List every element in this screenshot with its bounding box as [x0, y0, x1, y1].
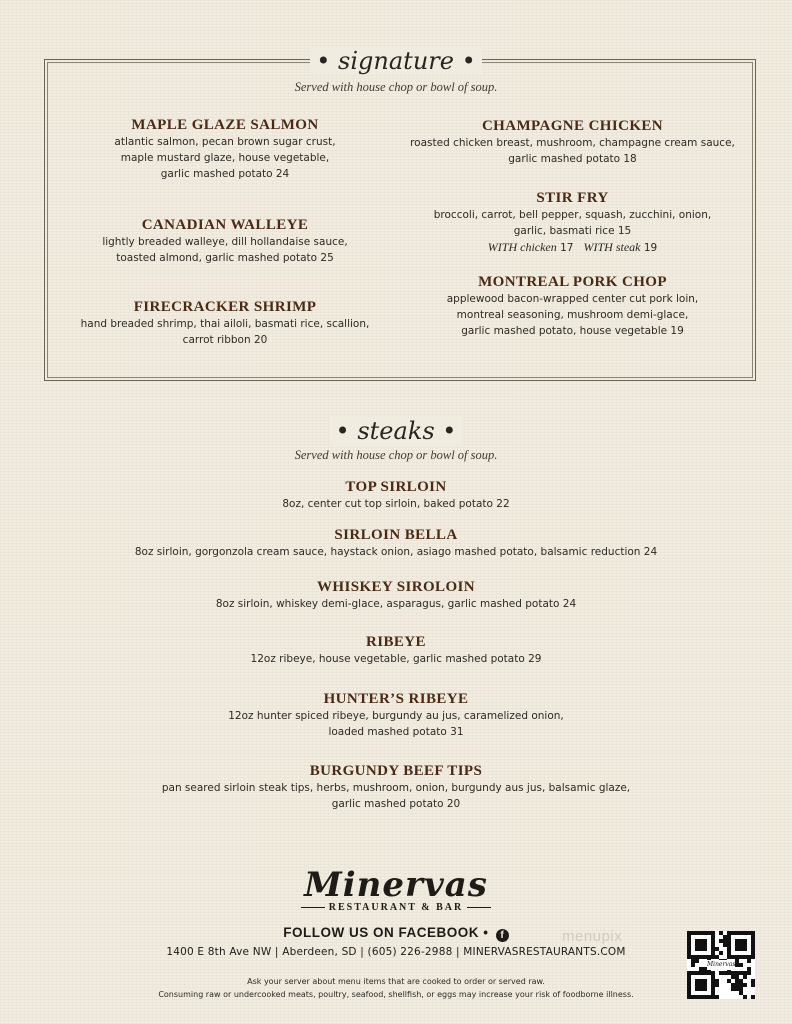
menupix-watermark: menupix [562, 928, 623, 945]
facebook-icon[interactable]: f [496, 929, 509, 942]
menu-item [96, 690, 696, 740]
qr-module [751, 995, 755, 999]
signature-subtitle: Served with house chop or bowl of soup. [294, 80, 498, 94]
item-description: hand breaded shrimp, thai ailoli, basmati rice, scallion, carrot ribbon 20 [80, 318, 370, 346]
disclaimer-line-2: Consuming raw or undercooked meats, poultry, seafood, shellfish, or eggs may increase your risk of foodborne illness. [158, 990, 634, 999]
item-description: 12oz ribeye, house vegetable, garlic mashed potato 29 [250, 653, 542, 665]
menu-item [400, 273, 745, 339]
item-description: 8oz sirloin, whiskey demi-glace, asparagus, garlic mashed potato 24 [215, 598, 577, 610]
facebook-follow: FOLLOW US ON FACEBOOK • f [0, 925, 792, 942]
qr-code[interactable] [687, 931, 755, 999]
item-name: SIRLOIN BELLA [334, 527, 458, 543]
item-name: BURGUNDY BEEF TIPS [309, 763, 483, 779]
address-line: 1400 E 8th Ave NW | Aberdeen, SD | (605) 226-2988 | MINERVASRESTAURANTS.COM [166, 946, 626, 958]
item-name: WHISKEY SIROLOIN [317, 579, 475, 595]
item-description: roasted chicken breast, mushroom, champagne cream sauce, garlic mashed potato 18 [410, 137, 735, 165]
menu-item [50, 116, 400, 182]
item-name: CANADIAN WALLEYE [141, 217, 309, 233]
item-description: atlantic salmon, pecan brown sugar crust, maple mustard glaze, house vegetable, garlic mashed potato 24 [114, 136, 336, 180]
signature-heading: • signature • [0, 47, 792, 75]
item-name: TOP SIRLOIN [345, 479, 447, 495]
item-description: pan seared sirloin steak tips, herbs, mushroom, onion, burgundy aus jus, balsamic glaze, garlic mashed potato 20 [161, 782, 631, 810]
menu-item [96, 633, 696, 667]
item-name: MAPLE GLAZE SALMON [131, 117, 319, 133]
qr-label: Minervas [707, 961, 736, 968]
steaks-heading: • steaks • [0, 417, 792, 445]
logo-wordmark: Minervas [304, 865, 488, 905]
item-description: 8oz sirloin, gorgonzola cream sauce, haystack onion, asiago mashed potato, balsamic reduction 24 [134, 546, 658, 558]
item-name: FIRECRACKER SHRIMP [133, 299, 317, 315]
item-options: WITH chicken 17 WITH steak 19 [487, 240, 658, 254]
menu-item [96, 478, 696, 512]
restaurant-logo [0, 866, 792, 913]
menu-item [400, 117, 745, 167]
menu-item [96, 526, 696, 560]
item-description: lightly breaded walleye, dill hollandaise sauce, toasted almond, garlic mashed potato 25 [102, 236, 348, 264]
item-name: CHAMPAGNE CHICKEN [481, 118, 664, 134]
menu-item [40, 298, 410, 348]
menu-item [50, 216, 400, 266]
item-name: HUNTER’S RIBEYE [323, 691, 469, 707]
menu-item [96, 578, 696, 612]
item-name: STIR FRY [536, 190, 609, 206]
item-description: 12oz hunter spiced ribeye, burgundy au jus, caramelized onion, loaded mashed potato 31 [228, 710, 564, 738]
menu-item [400, 189, 745, 256]
item-description: applewood bacon-wrapped center cut pork loin, montreal seasoning, mushroom demi-glace, garlic mashed potato, house vegetable 19 [446, 293, 699, 337]
item-name: RIBEYE [366, 634, 426, 650]
item-description: 8oz, center cut top sirloin, baked potato 22 [282, 498, 510, 510]
steaks-subtitle: Served with house chop or bowl of soup. [294, 448, 498, 462]
disclaimer-line-1: Ask your server about menu items that are cooked to order or served raw. [247, 977, 545, 986]
menu-item [96, 762, 696, 812]
item-description: broccoli, carrot, bell pepper, squash, zucchini, onion, garlic, basmati rice 15 WITH chicken 17 WITH steak 19 [400, 207, 745, 256]
logo-subtitle: RESTAURANT & BAR [0, 902, 792, 913]
item-name: MONTREAL PORK CHOP [478, 274, 667, 290]
